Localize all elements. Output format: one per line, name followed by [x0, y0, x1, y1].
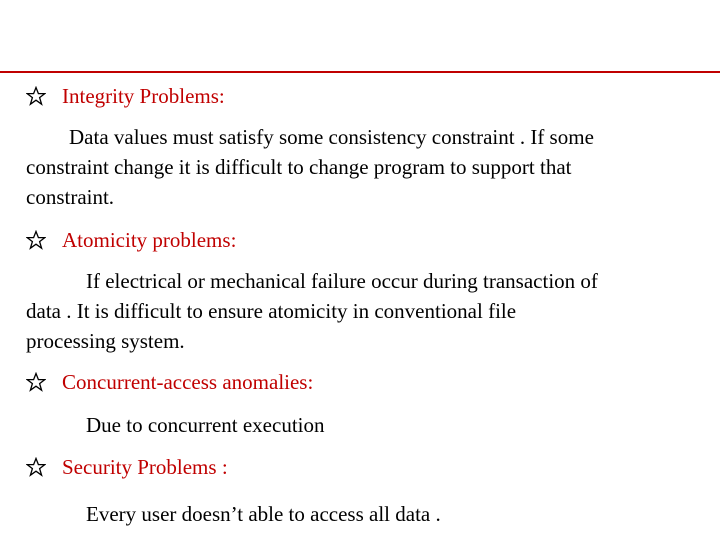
star-outline-icon [26, 230, 46, 250]
body-line: constraint. [26, 185, 115, 209]
section-heading: Concurrent-access anomalies: [62, 369, 314, 394]
section-heading: Integrity Problems: [62, 83, 225, 108]
section-concurrent-heading-row [26, 368, 313, 396]
body-line: Due to concurrent execution [86, 413, 325, 437]
section-integrity-body [26, 122, 706, 212]
section-heading: Atomicity problems: [62, 227, 237, 252]
header-divider-line [0, 71, 720, 73]
star-outline-icon [26, 457, 46, 477]
section-concurrent-body [26, 410, 706, 440]
star-outline-icon [26, 86, 46, 106]
body-line: constraint change it is difficult to change program to support that [26, 155, 572, 179]
body-line: Every user doesn’t able to access all data . [86, 502, 441, 526]
section-heading: Security Problems : [62, 454, 228, 479]
body-line: data . It is difficult to ensure atomicity in conventional file [26, 299, 517, 323]
body-line: Data values must satisfy some consistency constraint . If some [69, 125, 594, 149]
section-atomicity-heading-row [26, 226, 236, 254]
section-security-body [26, 499, 706, 529]
section-integrity-heading-row [26, 82, 225, 110]
section-security-heading-row [26, 453, 228, 481]
body-line: processing system. [26, 329, 185, 353]
body-line: If electrical or mechanical failure occur during transaction of [86, 269, 598, 293]
star-outline-icon [26, 372, 46, 392]
section-atomicity-body [26, 266, 706, 356]
